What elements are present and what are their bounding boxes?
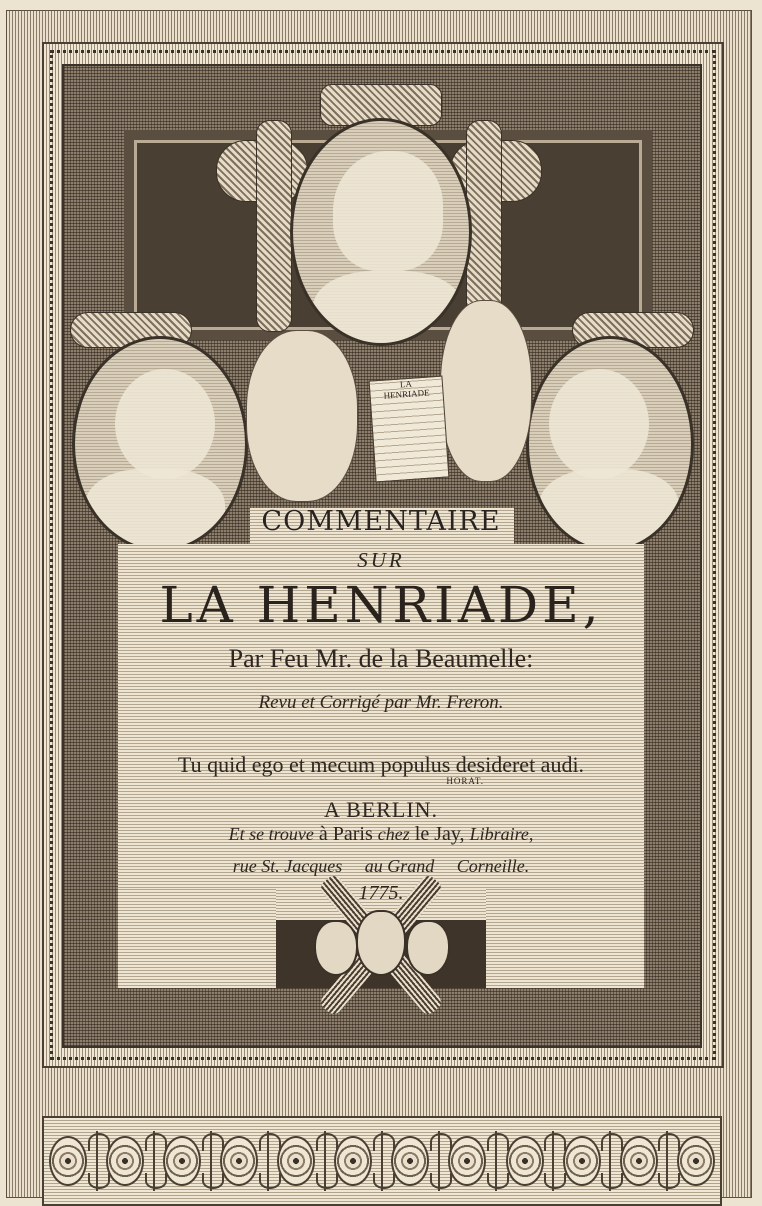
reviser-line: Revu et Corrigé par Mr. Freron. <box>258 692 504 713</box>
epigraph: Tu quid ego et mecum populus desideret audi. <box>177 752 585 777</box>
palmette-ornament <box>660 1131 674 1191</box>
rosette-ornament <box>49 1136 87 1186</box>
palmette-ornament <box>375 1131 389 1191</box>
imprint-line-1 <box>118 823 644 846</box>
imprint-line-2: rue St. Jacques au Grand Corneille. <box>232 856 530 876</box>
rosette-ornament <box>277 1136 315 1186</box>
palmette-ornament <box>489 1131 503 1191</box>
imprint-text: Et se trouve <box>228 824 314 844</box>
palmette-ornament <box>261 1131 275 1191</box>
rosette-ornament <box>563 1136 601 1186</box>
palmette-ornament <box>432 1131 446 1191</box>
author-line: Par Feu Mr. de la Beaumelle: <box>228 644 534 673</box>
publication-year: 1775. <box>358 882 404 904</box>
palmette-ornament <box>90 1131 104 1191</box>
epigraph-source: HORAT. <box>446 776 484 786</box>
rosette-ornament <box>620 1136 658 1186</box>
rosette-ornament <box>677 1136 715 1186</box>
palmette-ornament <box>204 1131 218 1191</box>
book-text-line: HENRIADE <box>383 387 430 401</box>
rosette-ornament <box>448 1136 486 1186</box>
imprint-text: Libraire, <box>469 824 534 844</box>
imprint-text: chez <box>377 824 410 844</box>
imprint-text: à Paris <box>318 823 373 845</box>
palmette-ornament <box>603 1131 617 1191</box>
imprint-city: A BERLIN. <box>323 797 439 822</box>
title-commentaire: COMMENTAIRE <box>261 506 501 537</box>
rosette-ornament <box>391 1136 429 1186</box>
rosette-frieze <box>42 1116 722 1206</box>
rosette-ornament <box>106 1136 144 1186</box>
title-text-block <box>118 0 644 1200</box>
theatre-mask-left <box>314 920 358 976</box>
rosette-ornament <box>334 1136 372 1186</box>
rosette-ornament <box>163 1136 201 1186</box>
rosette-ornament <box>506 1136 544 1186</box>
theatre-mask-center <box>356 910 406 976</box>
imprint-text: le Jay, <box>414 823 465 845</box>
palmette-ornament <box>147 1131 161 1191</box>
main-title: LA HENRIADE, <box>159 576 603 634</box>
theatre-mask-right <box>406 920 450 976</box>
palmette-ornament <box>318 1131 332 1191</box>
rosette-ornament <box>220 1136 258 1186</box>
palmette-ornament <box>546 1131 560 1191</box>
title-sur: SUR <box>357 548 405 572</box>
book-text-line: LA <box>399 378 413 390</box>
